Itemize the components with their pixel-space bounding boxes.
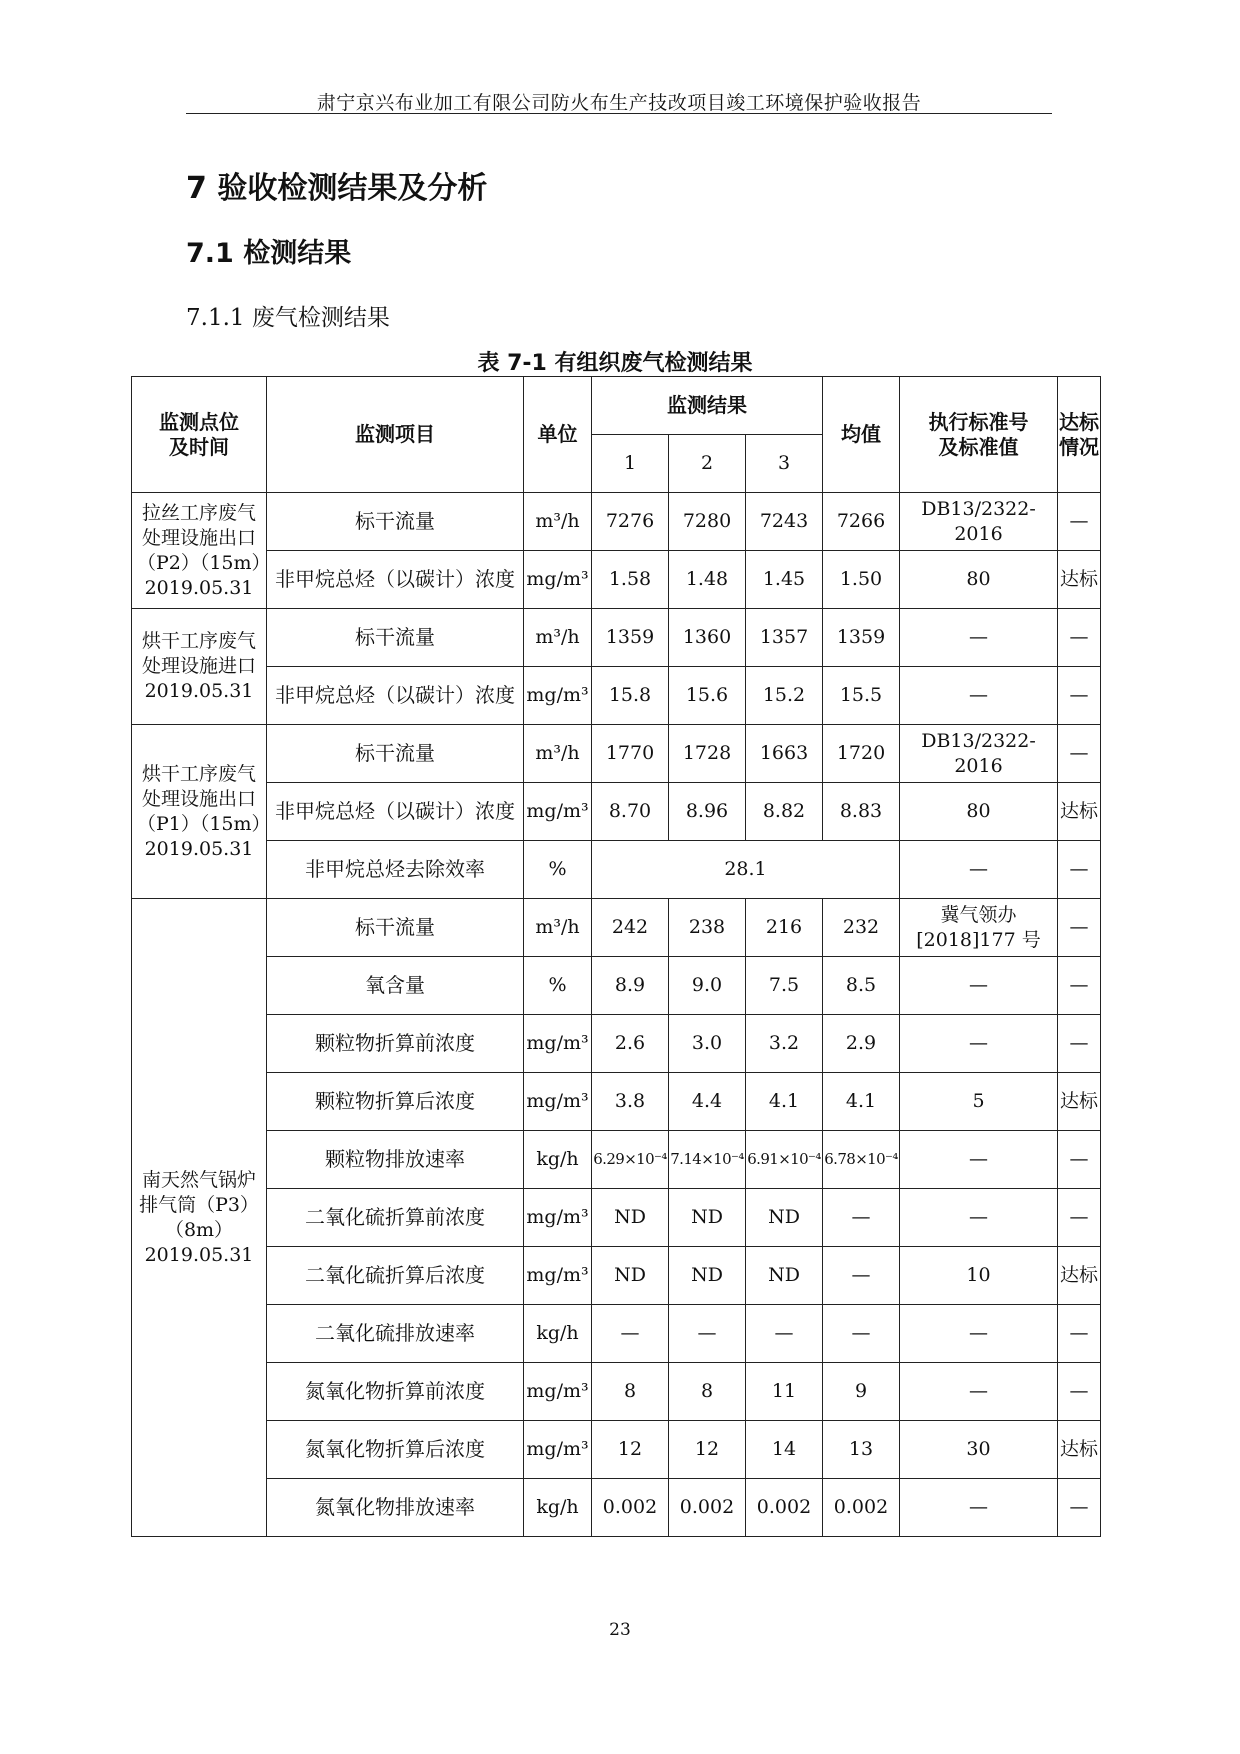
item-cell: 氮氧化物折算后浓度 [267, 1421, 524, 1479]
status-cell: — [1058, 1189, 1101, 1247]
status-cell: — [1058, 841, 1101, 899]
result-2-cell: 15.6 [669, 667, 746, 725]
table-row [132, 899, 1101, 957]
header-r3: 3 [746, 435, 823, 493]
table-row [132, 493, 1101, 551]
mean-cell: 1720 [823, 725, 900, 783]
status-cell: — [1058, 609, 1101, 667]
result-1-cell: 0.002 [592, 1479, 669, 1537]
standard-cell: — [900, 667, 1058, 725]
standard-cell: 80 [900, 551, 1058, 609]
mean-cell: 1.50 [823, 551, 900, 609]
status-cell: — [1058, 957, 1101, 1015]
result-1-cell: 15.8 [592, 667, 669, 725]
status-cell: — [1058, 667, 1101, 725]
standard-cell: — [900, 609, 1058, 667]
status-cell: — [1058, 493, 1101, 551]
unit-cell: % [524, 957, 592, 1015]
result-1-cell: — [592, 1305, 669, 1363]
result-3-cell: 14 [746, 1421, 823, 1479]
result-2-cell: 12 [669, 1421, 746, 1479]
status-cell: — [1058, 1363, 1101, 1421]
mean-cell: 2.9 [823, 1015, 900, 1073]
monitoring-point-cell: 烘干工序废气处理设施出口（P1）（15m）2019.05.31 [132, 725, 267, 899]
result-2-cell: 7280 [669, 493, 746, 551]
header-r2: 2 [669, 435, 746, 493]
standard-cell: DB13/2322-2016 [900, 493, 1058, 551]
result-1-cell: 3.8 [592, 1073, 669, 1131]
header-unit: 单位 [524, 377, 592, 493]
result-3-cell: — [746, 1305, 823, 1363]
mean-cell: 8.5 [823, 957, 900, 1015]
table-row [132, 551, 1101, 609]
mean-cell: 6.78×10⁻⁴ [823, 1131, 900, 1189]
result-2-cell: 3.0 [669, 1015, 746, 1073]
header-point: 监测点位及时间 [132, 377, 267, 493]
result-1-cell: 1770 [592, 725, 669, 783]
mean-cell: 0.002 [823, 1479, 900, 1537]
result-3-cell: 11 [746, 1363, 823, 1421]
status-cell: — [1058, 1131, 1101, 1189]
table-caption: 表 7-1 有组织废气检测结果 [477, 351, 753, 376]
table-row [132, 783, 1101, 841]
item-cell: 二氧化硫折算前浓度 [267, 1189, 524, 1247]
status-cell: — [1058, 1305, 1101, 1363]
result-2-cell: 238 [669, 899, 746, 957]
status-cell: — [1058, 1015, 1101, 1073]
table-row [132, 1015, 1101, 1073]
result-3-cell: 7243 [746, 493, 823, 551]
result-2-cell: 1360 [669, 609, 746, 667]
standard-cell: 5 [900, 1073, 1058, 1131]
table-row [132, 1305, 1101, 1363]
monitoring-point-cell: 拉丝工序废气处理设施出口（P2）（15m）2019.05.31 [132, 493, 267, 609]
standard-cell: 80 [900, 783, 1058, 841]
result-2-cell: — [669, 1305, 746, 1363]
status-cell: 达标 [1058, 783, 1101, 841]
result-3-cell: 1357 [746, 609, 823, 667]
item-cell: 非甲烷总烃（以碳计）浓度 [267, 667, 524, 725]
mean-cell: 13 [823, 1421, 900, 1479]
result-2-cell: 7.14×10⁻⁴ [669, 1131, 746, 1189]
result-1-cell: 12 [592, 1421, 669, 1479]
subsubsection-title: 7.1.1 废气检测结果 [186, 305, 390, 331]
item-cell: 颗粒物排放速率 [267, 1131, 524, 1189]
item-cell: 氧含量 [267, 957, 524, 1015]
unit-cell: mg/m³ [524, 551, 592, 609]
results-table-wrap [131, 376, 1101, 1537]
status-cell: — [1058, 725, 1101, 783]
result-3-cell: 216 [746, 899, 823, 957]
unit-cell: mg/m³ [524, 1363, 592, 1421]
status-cell: 达标 [1058, 1073, 1101, 1131]
item-cell: 氮氧化物排放速率 [267, 1479, 524, 1537]
result-1-cell: 1359 [592, 609, 669, 667]
standard-cell: — [900, 957, 1058, 1015]
mean-cell: 8.83 [823, 783, 900, 841]
subsection-title: 7.1 检测结果 [186, 238, 352, 269]
unit-cell: mg/m³ [524, 1189, 592, 1247]
header-item: 监测项目 [267, 377, 524, 493]
result-2-cell: 8 [669, 1363, 746, 1421]
monitoring-point-cell: 南天然气锅炉排气筒（P3）（8m）2019.05.31 [132, 899, 267, 1537]
standard-cell: 10 [900, 1247, 1058, 1305]
result-3-cell: 15.2 [746, 667, 823, 725]
item-cell: 标干流量 [267, 899, 524, 957]
unit-cell: % [524, 841, 592, 899]
result-3-cell: 8.82 [746, 783, 823, 841]
result-1-cell: 1.58 [592, 551, 669, 609]
unit-cell: m³/h [524, 725, 592, 783]
table-row [132, 1131, 1101, 1189]
result-3-cell: 4.1 [746, 1073, 823, 1131]
unit-cell: m³/h [524, 899, 592, 957]
results-table [131, 376, 1101, 1537]
page-number: 23 [609, 1620, 631, 1640]
result-3-cell: 1663 [746, 725, 823, 783]
item-cell: 标干流量 [267, 609, 524, 667]
status-cell: — [1058, 1479, 1101, 1537]
table-row [132, 667, 1101, 725]
merged-result-cell: 28.1 [592, 841, 900, 899]
header-mean: 均值 [823, 377, 900, 493]
standard-cell: 30 [900, 1421, 1058, 1479]
mean-cell: — [823, 1305, 900, 1363]
unit-cell: kg/h [524, 1131, 592, 1189]
result-1-cell: 6.29×10⁻⁴ [592, 1131, 669, 1189]
table-row [132, 1421, 1101, 1479]
status-cell: 达标 [1058, 1247, 1101, 1305]
result-1-cell: ND [592, 1189, 669, 1247]
result-1-cell: ND [592, 1247, 669, 1305]
result-1-cell: 8.9 [592, 957, 669, 1015]
table-row [132, 841, 1101, 899]
item-cell: 非甲烷总烃（以碳计）浓度 [267, 783, 524, 841]
status-cell: 达标 [1058, 551, 1101, 609]
result-3-cell: 3.2 [746, 1015, 823, 1073]
result-1-cell: 242 [592, 899, 669, 957]
unit-cell: mg/m³ [524, 1247, 592, 1305]
result-3-cell: 7.5 [746, 957, 823, 1015]
item-cell: 非甲烷总烃（以碳计）浓度 [267, 551, 524, 609]
mean-cell: 1359 [823, 609, 900, 667]
table-row [132, 1073, 1101, 1131]
mean-cell: — [823, 1247, 900, 1305]
table-row [132, 1479, 1101, 1537]
unit-cell: m³/h [524, 609, 592, 667]
unit-cell: mg/m³ [524, 1015, 592, 1073]
result-2-cell: 0.002 [669, 1479, 746, 1537]
item-cell: 标干流量 [267, 493, 524, 551]
table-row [132, 1363, 1101, 1421]
result-1-cell: 8 [592, 1363, 669, 1421]
unit-cell: kg/h [524, 1305, 592, 1363]
standard-cell: 冀气领办[2018]177 号 [900, 899, 1058, 957]
mean-cell: 7266 [823, 493, 900, 551]
table-row [132, 957, 1101, 1015]
table-body [132, 493, 1101, 1537]
mean-cell: 232 [823, 899, 900, 957]
header-standard: 执行标准号及标准值 [900, 377, 1058, 493]
mean-cell: 9 [823, 1363, 900, 1421]
table-row [132, 725, 1101, 783]
result-2-cell: ND [669, 1189, 746, 1247]
page-header: 肃宁京兴布业加工有限公司防火布生产技改项目竣工环境保护验收报告 [316, 92, 922, 114]
unit-cell: kg/h [524, 1479, 592, 1537]
item-cell: 非甲烷总烃去除效率 [267, 841, 524, 899]
table-row [132, 1247, 1101, 1305]
result-2-cell: 4.4 [669, 1073, 746, 1131]
unit-cell: mg/m³ [524, 1073, 592, 1131]
standard-cell: — [900, 1305, 1058, 1363]
header-rule [186, 113, 1052, 114]
item-cell: 颗粒物折算前浓度 [267, 1015, 524, 1073]
result-3-cell: 0.002 [746, 1479, 823, 1537]
mean-cell: 15.5 [823, 667, 900, 725]
monitoring-point-cell: 烘干工序废气处理设施进口2019.05.31 [132, 609, 267, 725]
result-3-cell: ND [746, 1189, 823, 1247]
result-2-cell: ND [669, 1247, 746, 1305]
section-title: 7 验收检测结果及分析 [186, 171, 488, 206]
result-3-cell: 6.91×10⁻⁴ [746, 1131, 823, 1189]
header-status: 达标情况 [1058, 377, 1101, 493]
status-cell: — [1058, 899, 1101, 957]
standard-cell: — [900, 1015, 1058, 1073]
table-row [132, 1189, 1101, 1247]
result-3-cell: 1.45 [746, 551, 823, 609]
standard-cell: — [900, 1363, 1058, 1421]
unit-cell: mg/m³ [524, 783, 592, 841]
result-2-cell: 1728 [669, 725, 746, 783]
header-r1: 1 [592, 435, 669, 493]
result-2-cell: 9.0 [669, 957, 746, 1015]
result-2-cell: 8.96 [669, 783, 746, 841]
table-row [132, 609, 1101, 667]
result-1-cell: 8.70 [592, 783, 669, 841]
result-1-cell: 7276 [592, 493, 669, 551]
status-cell: 达标 [1058, 1421, 1101, 1479]
item-cell: 二氧化硫排放速率 [267, 1305, 524, 1363]
result-1-cell: 2.6 [592, 1015, 669, 1073]
standard-cell: — [900, 1479, 1058, 1537]
unit-cell: m³/h [524, 493, 592, 551]
item-cell: 标干流量 [267, 725, 524, 783]
unit-cell: mg/m³ [524, 667, 592, 725]
item-cell: 颗粒物折算后浓度 [267, 1073, 524, 1131]
header-result: 监测结果 [592, 377, 823, 435]
mean-cell: 4.1 [823, 1073, 900, 1131]
standard-cell: — [900, 1189, 1058, 1247]
standard-cell: — [900, 841, 1058, 899]
item-cell: 氮氧化物折算前浓度 [267, 1363, 524, 1421]
unit-cell: mg/m³ [524, 1421, 592, 1479]
standard-cell: — [900, 1131, 1058, 1189]
mean-cell: — [823, 1189, 900, 1247]
result-2-cell: 1.48 [669, 551, 746, 609]
standard-cell: DB13/2322-2016 [900, 725, 1058, 783]
item-cell: 二氧化硫折算后浓度 [267, 1247, 524, 1305]
result-3-cell: ND [746, 1247, 823, 1305]
